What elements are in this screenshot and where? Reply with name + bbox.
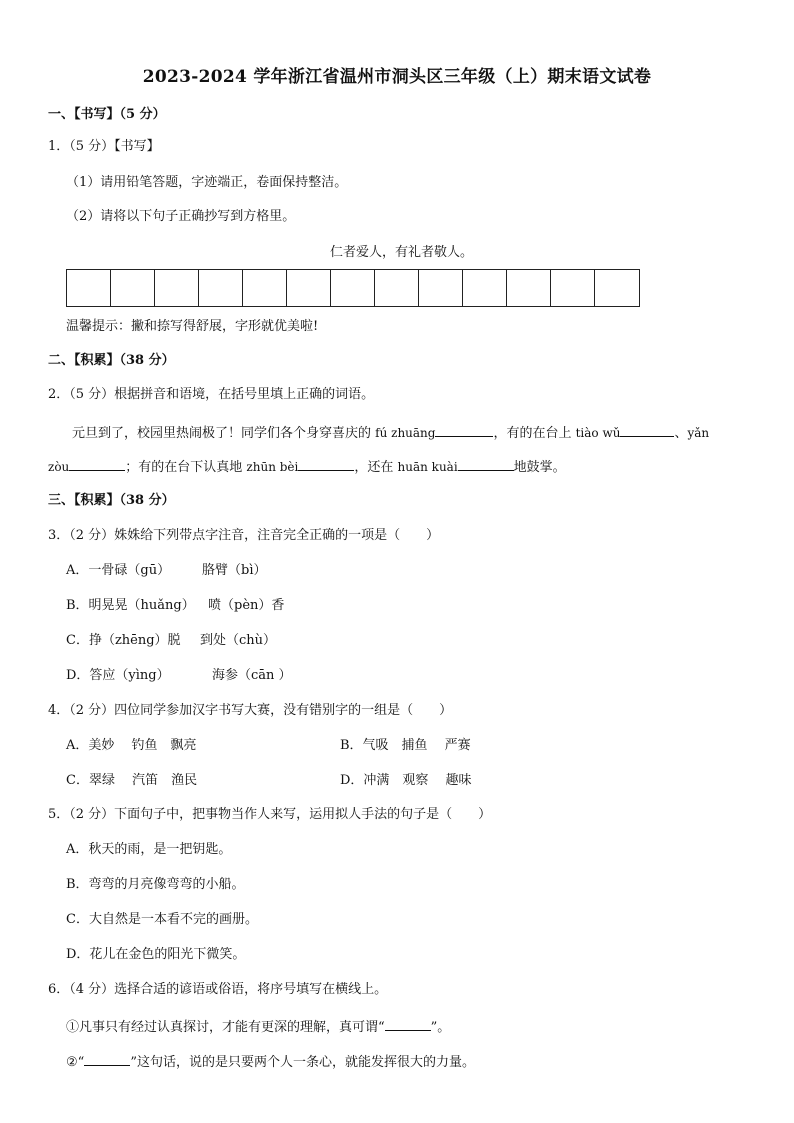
question-1-stem: 1．（5 分）【书写】 bbox=[48, 139, 160, 154]
question-6-item-2 bbox=[66, 1051, 475, 1072]
pinyin-yan: yǎn bbox=[687, 426, 710, 440]
grid-cell[interactable] bbox=[243, 270, 287, 306]
question-5-option-d: D．花儿在金色的阳光下微笑。 bbox=[66, 947, 246, 962]
answer-blank[interactable] bbox=[69, 456, 125, 471]
question-3-option-a-2: 胳臂（bì） bbox=[202, 563, 267, 578]
question-4-option-d: D．冲满 观察 趣味 bbox=[340, 773, 472, 788]
question-2-passage-line-2 bbox=[48, 456, 566, 477]
question-6-stem: 6．（4 分）选择合适的谚语或俗语，将序号填写在横线上。 bbox=[48, 982, 388, 997]
question-3-option-d: D．答应（yìng） bbox=[66, 668, 170, 683]
pinyin-zou: zòu bbox=[48, 460, 70, 474]
passage-text: ，有的在台上 bbox=[493, 426, 576, 441]
question-3-option-c-2: 到处（chù） bbox=[200, 633, 277, 648]
item-text: ②“ bbox=[66, 1055, 85, 1070]
answer-blank[interactable] bbox=[458, 456, 514, 471]
question-3-option-d-2: 海参（cān ） bbox=[212, 668, 292, 683]
question-5-stem: 5．（2 分）下面句子中，把事物当作人来写，运用拟人手法的句子是（ ） bbox=[48, 807, 492, 822]
pinyin-zhunbei: zhūn bèi bbox=[246, 460, 299, 474]
question-3-stem: 3．（2 分）姝姝给下列带点字注音，注音完全正确的一项是（ ） bbox=[48, 528, 440, 543]
question-4-option-c: C．翠绿 汽笛 渔民 bbox=[66, 773, 198, 788]
grid-cell[interactable] bbox=[375, 270, 419, 306]
question-2-stem: 2．（5 分）根据拼音和语境，在括号里填上正确的词语。 bbox=[48, 387, 375, 402]
question-4-stem: 4．（2 分）四位同学参加汉字书写大赛，没有错别字的一组是（ ） bbox=[48, 703, 453, 718]
grid-cell[interactable] bbox=[287, 270, 331, 306]
grid-cell[interactable] bbox=[331, 270, 375, 306]
writing-grid[interactable] bbox=[66, 269, 640, 307]
grid-cell[interactable] bbox=[551, 270, 595, 306]
section-2-heading: 二、【积累】（38 分） bbox=[48, 353, 175, 368]
grid-cell[interactable] bbox=[595, 270, 639, 306]
passage-text: ；有的在台下认真地 bbox=[125, 460, 247, 475]
pinyin-huankuai: huān kuài bbox=[397, 460, 458, 474]
grid-cell[interactable] bbox=[67, 270, 111, 306]
section-1-heading: 一、【书写】（5 分） bbox=[48, 107, 166, 122]
question-3-option-c: C．挣（zhēng）脱 bbox=[66, 633, 181, 648]
question-3-option-a: A．一骨碌（gū） bbox=[66, 563, 171, 578]
answer-blank[interactable] bbox=[84, 1051, 130, 1066]
grid-cell[interactable] bbox=[199, 270, 243, 306]
answer-blank[interactable] bbox=[435, 422, 493, 437]
question-1-instruction-2: （2）请将以下句子正确抄写到方格里。 bbox=[66, 209, 296, 224]
question-2-passage-line-1 bbox=[72, 422, 709, 443]
question-4-option-b: B．气吸 捕鱼 严赛 bbox=[340, 738, 471, 753]
passage-text: 地鼓掌。 bbox=[513, 460, 566, 475]
writing-tip: 温馨提示：撇和捺写得舒展，字形就优美啦! bbox=[66, 319, 319, 334]
grid-cell[interactable] bbox=[463, 270, 507, 306]
exam-title: 2023-2024 学年浙江省温州市洞头区三年级（上）期末语文试卷 bbox=[142, 67, 652, 87]
question-1-instruction-1: （1）请用铅笔答题，字迹端正，卷面保持整洁。 bbox=[66, 175, 348, 190]
pinyin-fuzhuang: fú zhuāng bbox=[375, 426, 436, 440]
item-text: ”。 bbox=[430, 1020, 451, 1035]
answer-blank[interactable] bbox=[298, 456, 354, 471]
question-5-option-a: A．秋天的雨，是一把钥匙。 bbox=[66, 842, 232, 857]
answer-blank[interactable] bbox=[620, 422, 674, 437]
question-3-option-b: B．明晃晃（huǎng） bbox=[66, 598, 195, 613]
question-5-option-b: B．弯弯的月亮像弯弯的小船。 bbox=[66, 877, 245, 892]
item-text: ①凡事只有经过认真探讨，才能有更深的理解，真可谓“ bbox=[66, 1020, 385, 1035]
passage-text: ，还在 bbox=[354, 460, 398, 475]
grid-cell[interactable] bbox=[419, 270, 463, 306]
question-5-option-c: C．大自然是一本看不完的画册。 bbox=[66, 912, 258, 927]
answer-blank[interactable] bbox=[385, 1016, 431, 1031]
question-3-option-b-2: 喷（pèn）香 bbox=[208, 598, 285, 613]
pinyin-tiaowu: tiào wǔ bbox=[575, 426, 621, 440]
grid-cell[interactable] bbox=[111, 270, 155, 306]
grid-cell[interactable] bbox=[155, 270, 199, 306]
grid-cell[interactable] bbox=[507, 270, 551, 306]
section-3-heading: 三、【积累】（38 分） bbox=[48, 493, 175, 508]
passage-text: 、 bbox=[674, 426, 688, 441]
question-4-option-a: A．美妙 钓鱼 飘亮 bbox=[66, 738, 197, 753]
passage-text: 元旦到了，校园里热闹极了！同学们各个身穿喜庆的 bbox=[72, 426, 376, 441]
item-text: ”这句话，说的是只要两个人一条心，就能发挥很大的力量。 bbox=[130, 1055, 475, 1070]
copy-sentence: 仁者爱人，有礼者敬人。 bbox=[330, 245, 474, 260]
question-6-item-1 bbox=[66, 1016, 450, 1037]
